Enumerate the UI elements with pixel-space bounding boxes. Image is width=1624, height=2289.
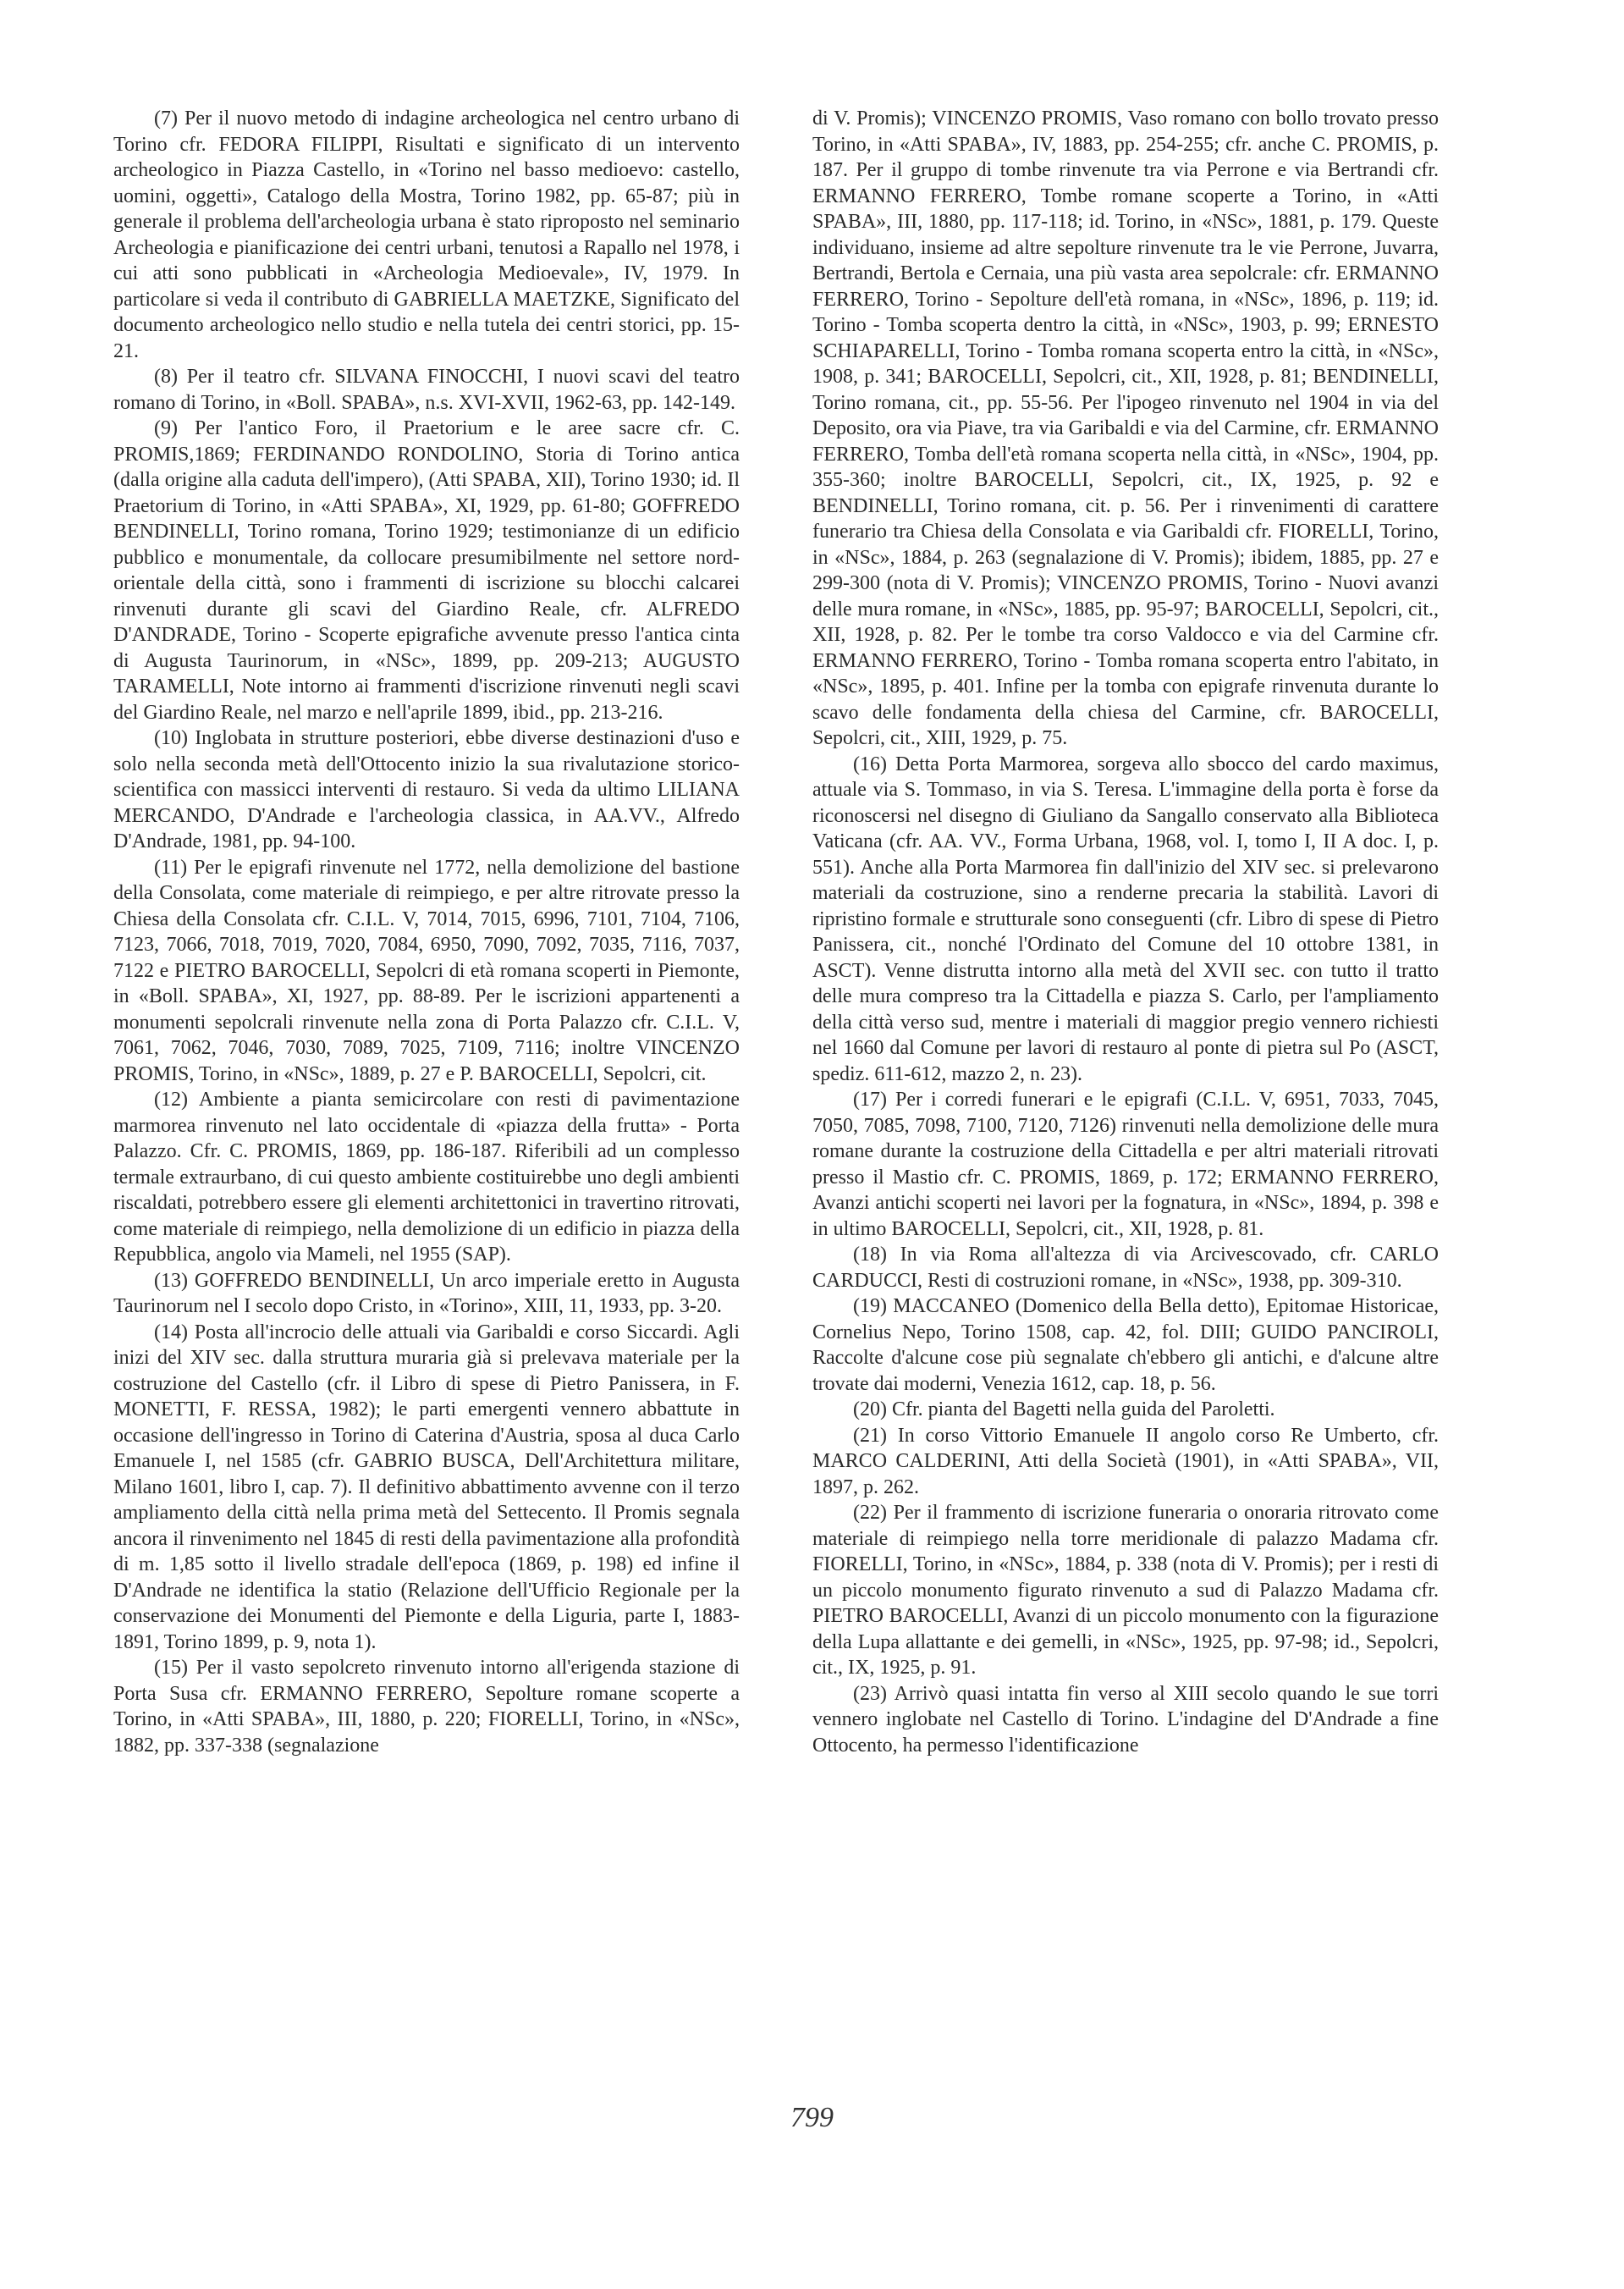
footnote-23: (23) Arrivò quasi intatta fin verso al XIII secolo quando le sue torri vennero inglobate nel Castello di Torino. L'indagine del D'Andrade a fine Ottocento, ha permesso l'identificazione <box>812 1682 1439 1757</box>
footnote-10: (10) Inglobata in strutture posteriori, ebbe diverse destinazioni d'uso e solo nella seconda metà dell'Ottocento inizio la sua rivalutazione storico-scientifica con massicci interventi di restauro. Si veda da ultimo LILIANA MERCANDO, D'Andrade e l'archeologia classica, in AA.VV., Alfredo D'Andrade, 1981, pp. 94-100. <box>113 727 740 852</box>
footnote-14: (14) Posta all'incrocio delle attuali via Garibaldi e corso Siccardi. Agli inizi del XIV sec. dalla struttura muraria già si prelevava materiale per la costruzione del Castello (cfr. il Libro di spese di Pietro Panissera, in F. MONETTI, F. RESSA, 1982); le parti emergenti vennero abbattute in occasione dell'ingresso in Torino di Caterina d'Austria, sposa al duca Carlo Emanuele I, nel 1585 (cfr. GABRIO BUSCA, Dell'Architettura militare, Milano 1601, libro I, cap. 7). Il definitivo abbattimento avvenne con il terzo ampliamento della città nella prima metà del Settecento. Il Promis segnala ancora il rinvenimento nel 1845 di resti della pavimentazione alla profondità di m. 1,85 sotto il livello stradale dell'epoca (1869, p. 198) ed infine il D'Andrade ne identifica la statio (Relazione dell'Ufficio Regionale per la conservazione dei Monumenti del Piemonte e della Liguria, parte I, 1883-1891, Torino 1899, p. 9, nota 1). <box>113 1321 740 1653</box>
footnote-16: (16) Detta Porta Marmorea, sorgeva allo sbocco del cardo maximus, attuale via S. Tommaso, in via S. Teresa. L'immagine della porta è forse da riconoscersi nel disegno di Giuliano da Sangallo conservato alla Biblioteca Vaticana (cfr. AA. VV., Forma Urbana, 1968, vol. I, tomo I, II A doc. I, p. 551). Anche alla Porta Marmorea fin dall'inizio del XIV sec. si prelevarono materiali da costruzione, sino a renderne precaria la stabilità. Lavori di ripristino formale e strutturale sono conseguenti (cfr. Libro di spese di Pietro Panissera, cit., nonché l'Ordinato del Comune del 10 ottobre 1381, in ASCT). Venne distrutta intorno alla metà del XVII sec. con tutto il tratto delle mura compreso tra la Cittadella e piazza S. Carlo, per l'ampliamento della città verso sud, mentre i materiali di maggior pregio vennero richiesti nel 1660 dal Comune per lavori di restauro al ponte di pietra sul Po (ASCT, spediz. 611-612, mazzo 2, n. 23). <box>812 753 1439 1085</box>
footnote-20: (20) Cfr. pianta del Bagetti nella guida del Paroletti. <box>853 1398 1275 1420</box>
footnote-18: (18) In via Roma all'altezza di via Arcivescovado, cfr. CARLO CARDUCCI, Resti di costruzioni romane, in «NSc», 1938, pp. 309-310. <box>812 1244 1439 1292</box>
right-footnote-column <box>812 106 1439 1758</box>
footnote-8: (8) Per il teatro cfr. SILVANA FINOCCHI, I nuovi scavi del teatro romano di Torino, in «Boll. SPABA», n.s. XVI-XVII, 1962-63, pp. 142-149. <box>113 366 740 414</box>
footnote-12: (12) Ambiente a pianta semicircolare con resti di pavimentazione marmorea rinvenuto nel lato occidentale di «piazza della frutta» - Porta Palazzo. Cfr. C. PROMIS, 1869, pp. 186-187. Riferibili ad un complesso termale extraurbano, di cui questo ambiente costituirebbe uno degli ambienti riscaldati, potrebbero essere gli elementi architettonici in travertino ritrovati, come materiale di reimpiego, nella demolizione di un edificio in piazza della Repubblica, angolo via Mameli, nel 1955 (SAP). <box>113 1089 740 1266</box>
left-footnote-column <box>113 106 740 1758</box>
footnote-13: (13) GOFFREDO BENDINELLI, Un arco imperiale eretto in Augusta Taurinorum nel I secolo dopo Cristo, in «Torino», XIII, 11, 1933, pp. 3-20. <box>113 1269 740 1317</box>
page-number: 799 <box>790 2102 834 2133</box>
footnote-11: (11) Per le epigrafi rinvenute nel 1772, nella demolizione del bastione della Consolata, come materiale di reimpiego, e per altre ritrovate presso la Chiesa della Consolata cfr. C.I.L. V, 7014, 7015, 6996, 7101, 7104, 7106, 7123, 7066, 7018, 7019, 7020, 7084, 6950, 7090, 7092, 7035, 7116, 7037, 7122 e PIETRO BAROCELLI, Sepolcri di età romana scoperti in Piemonte, in «Boll. SPABA», XI, 1927, pp. 88-89. Per le iscrizioni appartenenti a monumenti sepolcrali rinvenute nella zona di Porta Palazzo cfr. C.I.L. V, 7061, 7062, 7046, 7030, 7089, 7025, 7109, 7116; inoltre VINCENZO PROMIS, Torino, in «NSc», 1889, p. 27 e P. BAROCELLI, Sepolcri, cit. <box>113 856 740 1085</box>
footnote-9: (9) Per l'antico Foro, il Praetorium e le aree sacre cfr. C. PROMIS,1869; FERDINANDO RONDOLINO, Storia di Torino antica (dalla origine alla caduta dell'impero), (Atti SPABA, XII), Torino 1930; id. Il Praetorium di Torino, in «Atti SPABA», XI, 1929, pp. 61-80; GOFFREDO BENDINELLI, Torino romana, Torino 1929; testimonianze di un edificio pubblico e monumentale, da collocare presumibilmente nel settore nord-orientale della città, sono i frammenti di iscrizione su blocchi calcarei rinvenuti durante gli scavi del Giardino Reale, cfr. ALFREDO D'ANDRADE, Torino - Scoperte epigrafiche avvenute presso l'antica cinta di Augusta Taurinorum, in «NSc», 1899, pp. 209-213; AUGUSTO TARAMELLI, Note intorno ai frammenti d'iscrizione rinvenuti negli scavi del Giardino Reale, nel marzo e nell'aprile 1899, ibid., pp. 213-216. <box>113 417 740 724</box>
footnote-15-continued: di V. Promis); VINCENZO PROMIS, Vaso romano con bollo trovato presso Torino, in «Atti SPABA», IV, 1883, pp. 254-255; cfr. anche C. PROMIS, p. 187. Per il gruppo di tombe rinvenute tra via Perrone e via Bertrandi cfr. ERMANNO FERRERO, Tombe romane scoperte a Torino, in «Atti SPABA», III, 1880, pp. 117-118; id. Torino, in «NSc», 1881, p. 179. Queste individuano, insieme ad altre sepolture rinvenute tra le vie Perrone, Juvarra, Bertrandi, Bertola e Cernaia, una più vasta area sepolcrale: cfr. ERMANNO FERRERO, Torino - Sepolture dell'età romana, in «NSc», 1896, p. 119; id. Torino - Tomba scoperta dentro la città, in «NSc», 1903, p. 99; ERNESTO SCHIAPARELLI, Torino - Tomba romana scoperta entro la città, in «NSc», 1908, p. 341; BAROCELLI, Sepolcri, cit., XII, 1928, p. 81; BENDINELLI, Torino romana, cit., pp. 55-56. Per l'ipogeo rinvenuto nel 1904 in via del Deposito, ora via Piave, tra via Garibaldi e via del Carmine, cfr. ERMANNO FERRERO, Tomba dell'età romana scoperta nella città, in «NSc», 1904, pp. 355-360; inoltre BAROCELLI, Sepolcri, cit., IX, 1925, p. 92 e BENDINELLI, Torino romana, cit. p. 56. Per i rinvenimenti di carattere funerario tra Chiesa della Consolata e via Garibaldi cfr. FIORELLI, Torino, in «NSc», 1884, p. 263 (segnalazione di V. Promis); ibidem, 1885, pp. 27 e 299-300 (nota di V. Promis); VINCENZO PROMIS, Torino - Nuovi avanzi delle mura romane, in «NSc», 1885, pp. 95-97; BAROCELLI, Sepolcri, cit., XII, 1928, p. 82. Per le tombe tra corso Valdocco e via del Carmine cfr. ERMANNO FERRERO, Torino - Tomba romana scoperta entro l'abitato, in «NSc», 1895, p. 401. Infine per la tomba con epigrafe rinvenuta durante lo scavo delle fondamenta della chiesa del Carmine, cfr. BAROCELLI, Sepolcri, cit., XIII, 1929, p. 75. <box>812 108 1439 749</box>
footnote-17: (17) Per i corredi funerari e le epigrafi (C.I.L. V, 6951, 7033, 7045, 7050, 7085, 7098, 7100, 7120, 7126) rinvenuti nella demolizione delle mura romane durante la costruzione della Cittadella e per altri materiali ritrovati presso il Mastio cfr. C. PROMIS, 1869, p. 172; ERMANNO FERRERO, Avanzi antichi scoperti nei lavori per la fognatura, in «NSc», 1894, p. 398 e in ultimo BAROCELLI, Sepolcri, cit., XII, 1928, p. 81. <box>812 1089 1439 1240</box>
footnote-21: (21) In corso Vittorio Emanuele II angolo corso Re Umberto, cfr. MARCO CALDERINI, Atti della Società (1901), in «Atti SPABA», VII, 1897, p. 262. <box>812 1424 1439 1498</box>
footnote-7: (7) Per il nuovo metodo di indagine archeologica nel centro urbano di Torino cfr. FEDORA FILIPPI, Risultati e significato di un intervento archeologico in Piazza Castello, in «Torino nel basso medioevo: castello, uomini, oggetti», Catalogo della Mostra, Torino 1982, pp. 65-87; più in generale il problema dell'archeologia urbana è stato riproposto nel seminario Archeologia e pianificazione dei centri urbani, tenutosi a Rapallo nel 1978, i cui atti sono pubblicati in «Archeologia Medioevale», IV, 1979. In particolare si veda il contributo di GABRIELLA MAETZKE, Significato del documento archeologico nello studio e nella tutela dei centri storici, pp. 15-21. <box>113 108 740 362</box>
footnote-19: (19) MACCANEO (Domenico della Bella detto), Epitomae Historicae, Cornelius Nepo, Torino 1508, cap. 42, fol. DIII; GUIDO PANCIROLI, Raccolte d'alcune cose più segnalate ch'ebbero gli antichi, e d'alcune altre trovate dai moderni, Venezia 1612, cap. 18, p. 56. <box>812 1295 1439 1395</box>
footnote-22: (22) Per il frammento di iscrizione funeraria o onoraria ritrovato come materiale di reimpiego nella torre meridionale di palazzo Madama cfr. FIORELLI, Torino, in «NSc», 1884, p. 338 (nota di V. Promis); per i resti di un piccolo monumento figurato rinvenuto a sud di Palazzo Madama cfr. PIETRO BAROCELLI, Avanzi di un piccolo monumento con la figurazione della Lupa allattante e dei gemelli, in «NSc», 1925, pp. 97-98; id., Sepolcri, cit., IX, 1925, p. 91. <box>812 1502 1439 1679</box>
footnote-15: (15) Per il vasto sepolcreto rinvenuto intorno all'erigenda stazione di Porta Susa cfr. ERMANNO FERRERO, Sepolture romane scoperte a Torino, in «Atti SPABA», III, 1880, p. 220; FIORELLI, Torino, in «NSc», 1882, pp. 337-338 (segnalazione <box>113 1657 740 1757</box>
